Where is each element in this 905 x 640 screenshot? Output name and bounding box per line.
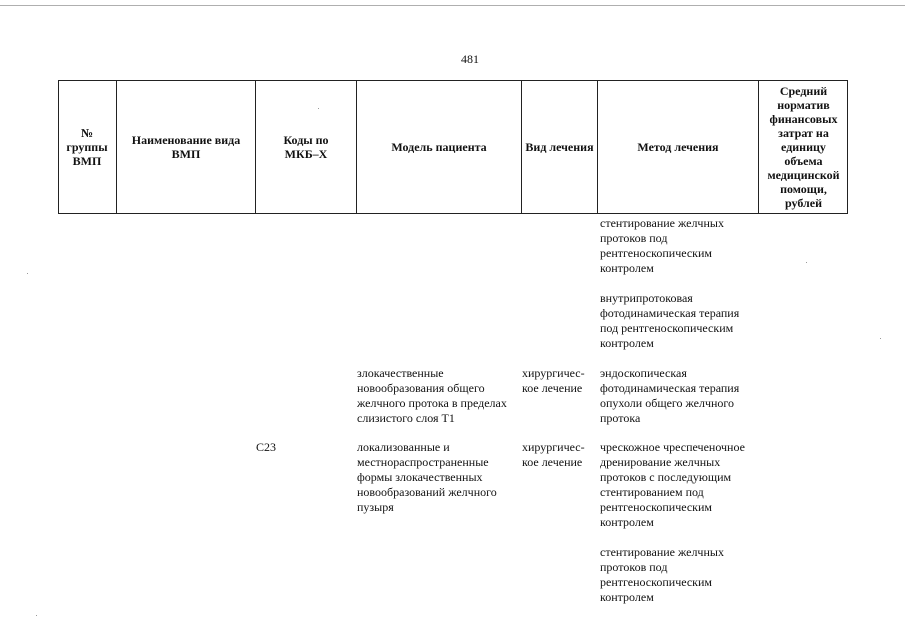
table-cell-method: стентирование желчных протоков под рентгеноскопическим контролем <box>600 545 724 604</box>
header-patient-model-label: Модель пациента <box>391 140 487 154</box>
scan-speck <box>27 273 28 274</box>
page-number: 481 <box>461 52 479 66</box>
header-patient-model <box>357 80 522 214</box>
header-average-cost-label: Средний норматив финансовых затрат на единицу объема медицинской помощи, рублей <box>767 84 840 210</box>
scan-speck <box>318 108 319 109</box>
scan-edge <box>0 0 905 6</box>
header-treatment-type <box>522 80 598 214</box>
table-cell-method: внутрипротоковая фотодинамическая терапия под рентгеноскопическим контролем <box>600 291 740 350</box>
table-cell-treatment-type: хирургичес- кое лечение <box>522 366 585 395</box>
table-cell-method: стентирование желчных протоков под рентгеноскопическим контролем <box>600 216 724 275</box>
header-treatment-method-label: Метод лечения <box>637 140 719 154</box>
table-cell-method: чрескожное чреспеченочное дренирование желчных протоков с последующим стентированием под рентгеноскопическим контролем <box>600 440 745 529</box>
table-cell-icd-code: С23 <box>256 440 277 454</box>
table-cell-patient-model: локализованные и местнораспространенные формы злокачественных новообразований желчного пузыря <box>357 440 497 514</box>
header-icd-codes <box>256 80 357 214</box>
header-vmp-name <box>117 80 256 214</box>
header-group-number-label: № группы ВМП <box>66 126 108 168</box>
header-group-number <box>58 80 117 214</box>
scan-speck <box>36 615 37 616</box>
table-cell-patient-model: злокачественные новообразования общего желчного протока в пределах слизистого слоя Т1 <box>357 366 507 425</box>
table-cell-method: эндоскопическая фотодинамическая терапия опухоли общего желчного протока <box>600 366 740 425</box>
header-treatment-method <box>598 80 759 214</box>
table-cell-treatment-type: хирургичес- кое лечение <box>522 440 585 469</box>
scan-speck <box>806 262 807 263</box>
header-average-cost <box>759 80 848 214</box>
header-treatment-type-label: Вид лечения <box>525 140 594 154</box>
header-vmp-name-label: Наименование вида ВМП <box>131 133 241 161</box>
scan-speck <box>880 338 881 339</box>
header-icd-codes-label: Коды по МКБ–Х <box>283 133 329 161</box>
